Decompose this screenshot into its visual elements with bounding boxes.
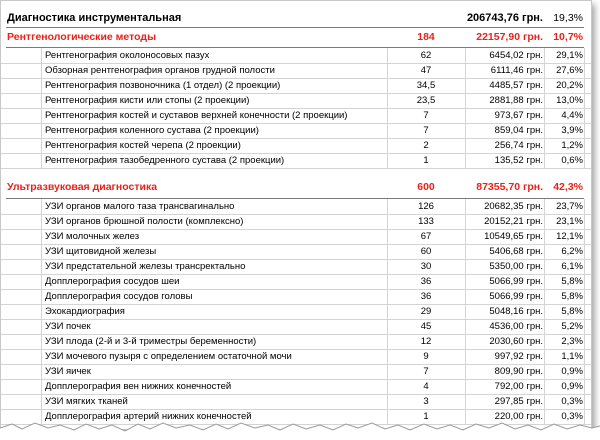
section-header [1,178,591,196]
item-percent: 20,2% [556,80,583,91]
item-name: Рентгенография околоносовых пазух [45,50,210,61]
item-amount: 20682,35 грн. [484,201,543,212]
item-percent: 0,9% [561,366,583,377]
item-amount: 10549,65 грн. [484,231,543,242]
grid-line [584,123,585,138]
grid-line [41,394,42,409]
item-name: УЗИ органов малого таза трансвагинально [45,201,235,212]
item-name: Рентгенография кисти или стопы (2 проекции) [45,95,250,106]
item-count: 4 [423,381,429,392]
item-name: УЗИ яичек [45,366,91,377]
item-percent: 0,3% [561,411,583,422]
table-row [1,78,591,94]
item-count: 133 [418,216,434,227]
item-percent: 12,1% [556,231,583,242]
item-count: 12 [420,336,432,347]
item-count: 1 [423,155,429,166]
item-name: Допплерография сосудов головы [45,291,193,302]
item-name: Рентгенография костей и суставов верхней конечности (2 проекции) [45,110,348,121]
item-count: 45 [420,321,432,332]
table-row [1,48,591,64]
item-count: 7 [423,125,429,136]
item-amount: 973,67 грн. [494,110,543,121]
table-row [1,334,591,350]
grid-line [41,289,42,304]
section-amount: 87355,70 грн. [476,181,543,193]
table-row [1,394,591,410]
item-percent: 27,6% [556,65,583,76]
item-percent: 23,7% [556,201,583,212]
table-row [1,214,591,230]
item-percent: 5,8% [561,276,583,287]
item-name: УЗИ мягких тканей [45,396,128,407]
torn-edge [0,420,600,440]
item-percent: 23,1% [556,216,583,227]
table-row [1,199,591,215]
grid-line [584,334,585,349]
item-amount: 4485,57 грн. [489,80,543,91]
grid-line [584,199,585,214]
section-title: Рентгенологические методы [7,31,157,43]
table-row [1,108,591,124]
table-row [1,274,591,290]
item-percent: 0,6% [561,155,583,166]
table-row [1,289,591,305]
table-row [1,379,591,395]
item-amount: 5350,00 грн. [489,261,543,272]
item-percent: 1,2% [561,140,583,151]
total-percent: 19,3% [553,12,583,24]
grid-line [584,274,585,289]
item-name: УЗИ предстательной железы трансректально [45,261,246,272]
item-count: 62 [420,50,432,61]
item-amount: 20152,21 грн. [484,216,543,227]
item-name: Рентгенография тазобедренного сустава (2 проекции) [45,155,285,166]
grid-line [41,78,42,93]
item-count: 47 [420,65,432,76]
grid-line [41,138,42,153]
grid-line [584,138,585,153]
section-count: 600 [417,181,435,193]
item-amount: 6111,46 грн. [490,65,543,76]
grid-line [584,229,585,244]
grid-line [41,244,42,259]
grid-line [41,214,42,229]
item-count: 9 [423,351,429,362]
grid-line [584,379,585,394]
grid-line [584,364,585,379]
item-name: УЗИ молочных желез [45,231,140,242]
item-amount: 859,04 грн. [494,125,543,136]
item-percent: 4,4% [561,110,583,121]
item-percent: 6,1% [561,261,583,272]
item-name: Эхокардиография [45,306,125,317]
grid-line [41,48,42,63]
item-amount: 2030,60 грн. [489,336,543,347]
grid-line [41,63,42,78]
item-name: Обзорная рентгенография органов грудной полости [45,65,275,76]
item-percent: 6,2% [561,246,583,257]
section-amount: 22157,90 грн. [476,31,543,43]
item-percent: 3,9% [561,125,583,136]
item-amount: 6454,02 грн. [489,50,543,61]
grid-line [584,289,585,304]
item-name: УЗИ органов брюшной полости (комплексно) [45,216,244,227]
item-percent: 0,3% [561,396,583,407]
total-title: Диагностика инструментальная [7,12,182,24]
grid-line [41,199,42,214]
table-row [1,319,591,335]
grid-line [584,214,585,229]
grid-line [41,108,42,123]
grid-line [41,349,42,364]
section-header [1,28,591,46]
section-percent: 42,3% [553,181,583,193]
grid-line [41,153,42,168]
grid-line [584,63,585,78]
table-row [1,123,591,139]
table-row [1,304,591,320]
item-amount: 5048,16 грн. [489,306,543,317]
table-row [1,93,591,109]
item-amount: 4536,00 грн. [489,321,543,332]
section-count: 184 [417,31,435,43]
item-name: Рентгенография коленного сустава (2 проекции) [45,125,259,136]
item-amount: 5066,99 грн. [489,291,543,302]
grid-line [41,319,42,334]
item-count: 126 [418,201,434,212]
item-name: Рентгенография костей черепа (2 проекции) [45,140,241,151]
table-row [1,349,591,365]
grid-line [584,244,585,259]
item-amount: 256,74 грн. [494,140,543,151]
grid-line [584,93,585,108]
item-amount: 5406,68 грн. [489,246,543,257]
item-name: Допплерография сосудов шеи [45,276,180,287]
table-row [1,229,591,245]
section-title: Ультразвуковая диагностика [7,181,158,193]
item-percent: 2,3% [561,336,583,347]
item-percent: 0,9% [561,381,583,392]
item-name: УЗИ мочевого пузыря с определением остаточной мочи [45,351,292,362]
grid-line [41,304,42,319]
item-count: 67 [420,231,432,242]
table-row [1,153,591,169]
item-name: Рентгенография позвоночника (1 отдел) (2 проекции) [45,80,281,91]
item-amount: 5066,99 грн. [489,276,543,287]
grid-line [41,379,42,394]
grid-line [41,364,42,379]
item-count: 30 [420,261,432,272]
item-percent: 29,1% [556,50,583,61]
grid-line [41,123,42,138]
item-count: 36 [420,291,432,302]
grid-line [584,108,585,123]
item-count: 7 [423,110,429,121]
item-count: 7 [423,366,429,377]
item-amount: 220,00 грн. [494,411,543,422]
item-amount: 297,85 грн. [494,396,543,407]
item-amount: 792,00 грн. [494,381,543,392]
grid-line [584,319,585,334]
item-percent: 1,1% [561,351,583,362]
grid-line [584,394,585,409]
grid-line [584,259,585,274]
table-row [1,244,591,260]
grid-line [41,274,42,289]
item-percent: 5,2% [561,321,583,332]
item-count: 36 [420,276,432,287]
item-count: 1 [423,411,429,422]
item-amount: 997,92 грн. [494,351,543,362]
table-row [1,138,591,154]
grid-line [41,334,42,349]
item-count: 60 [420,246,432,257]
item-count: 23,5 [416,95,436,106]
section-percent: 10,7% [553,31,583,43]
grid-line [41,229,42,244]
table-row [1,364,591,380]
grid-line [41,93,42,108]
item-name: Допплерография вен нижних конечностей [45,381,232,392]
item-count: 29 [420,306,432,317]
grid-line [584,304,585,319]
item-name: УЗИ плода (2-й и 3-й триместры беременности) [45,336,257,347]
item-name: УЗИ почек [45,321,91,332]
table-row [1,63,591,79]
grid-line [584,349,585,364]
item-amount: 809,90 грн. [494,366,543,377]
item-percent: 5,8% [561,291,583,302]
grid-line [584,78,585,93]
item-amount: 135,52 грн. [494,155,543,166]
item-name: УЗИ щитовидной железы [45,246,157,257]
grid-line [41,259,42,274]
table-row [1,259,591,275]
item-percent: 5,8% [561,306,583,317]
item-count: 3 [423,396,429,407]
item-name: Допплерография артерий нижних конечностей [45,411,252,422]
total-row [1,9,591,27]
item-percent: 13,0% [556,95,583,106]
item-count: 34,5 [416,80,436,91]
grid-line [584,153,585,168]
item-count: 2 [423,140,429,151]
item-amount: 2881,88 грн. [489,95,543,106]
grid-line [584,48,585,63]
total-amount: 206743,76 грн. [466,12,543,24]
